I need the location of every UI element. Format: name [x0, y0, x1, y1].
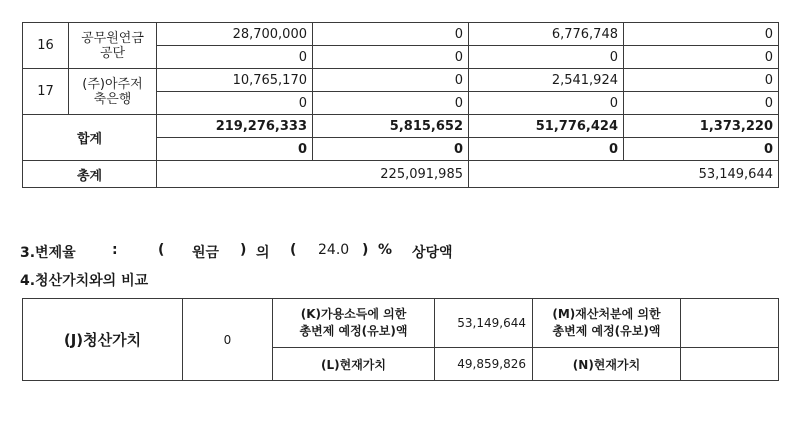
- repayment-rate: 24.0: [318, 242, 350, 258]
- income-repayment-value: 53,149,644: [435, 299, 533, 348]
- paren-open: (: [158, 242, 165, 258]
- amount-cell: 0: [469, 46, 624, 69]
- amount-cell: 6,776,748: [469, 23, 624, 46]
- amount-cell: 0: [624, 46, 779, 69]
- comparison-table: [22, 298, 779, 381]
- percent-sign: %: [378, 242, 393, 258]
- repayment-base: 원금: [192, 245, 220, 261]
- repayment-title: 3.변제율: [20, 245, 76, 261]
- amount-cell: 0: [313, 23, 469, 46]
- amount-cell: 0: [624, 92, 779, 115]
- amount-cell: 0: [624, 69, 779, 92]
- subtotal-row: [23, 115, 779, 138]
- creditor-number: 16: [23, 23, 69, 69]
- total-right-amount: 53,149,644: [469, 161, 779, 188]
- amount-cell: 0: [313, 138, 469, 161]
- comparison-title: 4.청산가치와의 비교: [20, 273, 149, 289]
- amount-cell: 0: [157, 138, 313, 161]
- amount-cell: 0: [469, 92, 624, 115]
- amount-cell: 0: [313, 46, 469, 69]
- amount-cell: 1,373,220: [624, 115, 779, 138]
- present-value-label-l: (L)현재가치: [273, 348, 435, 381]
- paren-open: (: [290, 242, 297, 258]
- creditor-number: 17: [23, 69, 69, 115]
- present-value-l: 49,859,826: [435, 348, 533, 381]
- income-repayment-label: (K)가용소득에 의한 총변제 예정(유보)액: [273, 299, 435, 348]
- amount-cell: 0: [313, 69, 469, 92]
- creditor-name: 공무원연금 공단: [69, 23, 157, 69]
- repayment-equiv: 상당액: [412, 245, 453, 261]
- present-value-label-n: (N)현재가치: [533, 348, 681, 381]
- total-label: 총계: [23, 161, 157, 188]
- creditor-table: [22, 22, 779, 188]
- amount-cell: 28,700,000: [157, 23, 313, 46]
- total-left-amount: 225,091,985: [157, 161, 469, 188]
- total-row: [23, 161, 779, 188]
- amount-cell: 0: [157, 46, 313, 69]
- present-value-n: [681, 348, 779, 381]
- amount-cell: 0: [469, 138, 624, 161]
- asset-disposal-label: (M)재산처분에 의한 총변제 예정(유보)액: [533, 299, 681, 348]
- repayment-colon: :: [112, 242, 118, 258]
- liquidation-value-label: (J)청산가치: [23, 299, 183, 381]
- creditor-name: (주)아주저 축은행: [69, 69, 157, 115]
- amount-cell: 10,765,170: [157, 69, 313, 92]
- amount-cell: 51,776,424: [469, 115, 624, 138]
- repayment-of: 의: [256, 245, 270, 261]
- amount-cell: 0: [624, 138, 779, 161]
- paren-close: ): [362, 242, 369, 258]
- table-row: [23, 69, 779, 92]
- table-row: [23, 23, 779, 46]
- amount-cell: 5,815,652: [313, 115, 469, 138]
- amount-cell: 0: [624, 23, 779, 46]
- paren-close: ): [240, 242, 247, 258]
- liquidation-value: 0: [183, 299, 273, 381]
- amount-cell: 2,541,924: [469, 69, 624, 92]
- amount-cell: 0: [157, 92, 313, 115]
- table-row: [23, 299, 779, 348]
- asset-disposal-value: [681, 299, 779, 348]
- amount-cell: 0: [313, 92, 469, 115]
- amount-cell: 219,276,333: [157, 115, 313, 138]
- subtotal-label: 합계: [23, 115, 157, 161]
